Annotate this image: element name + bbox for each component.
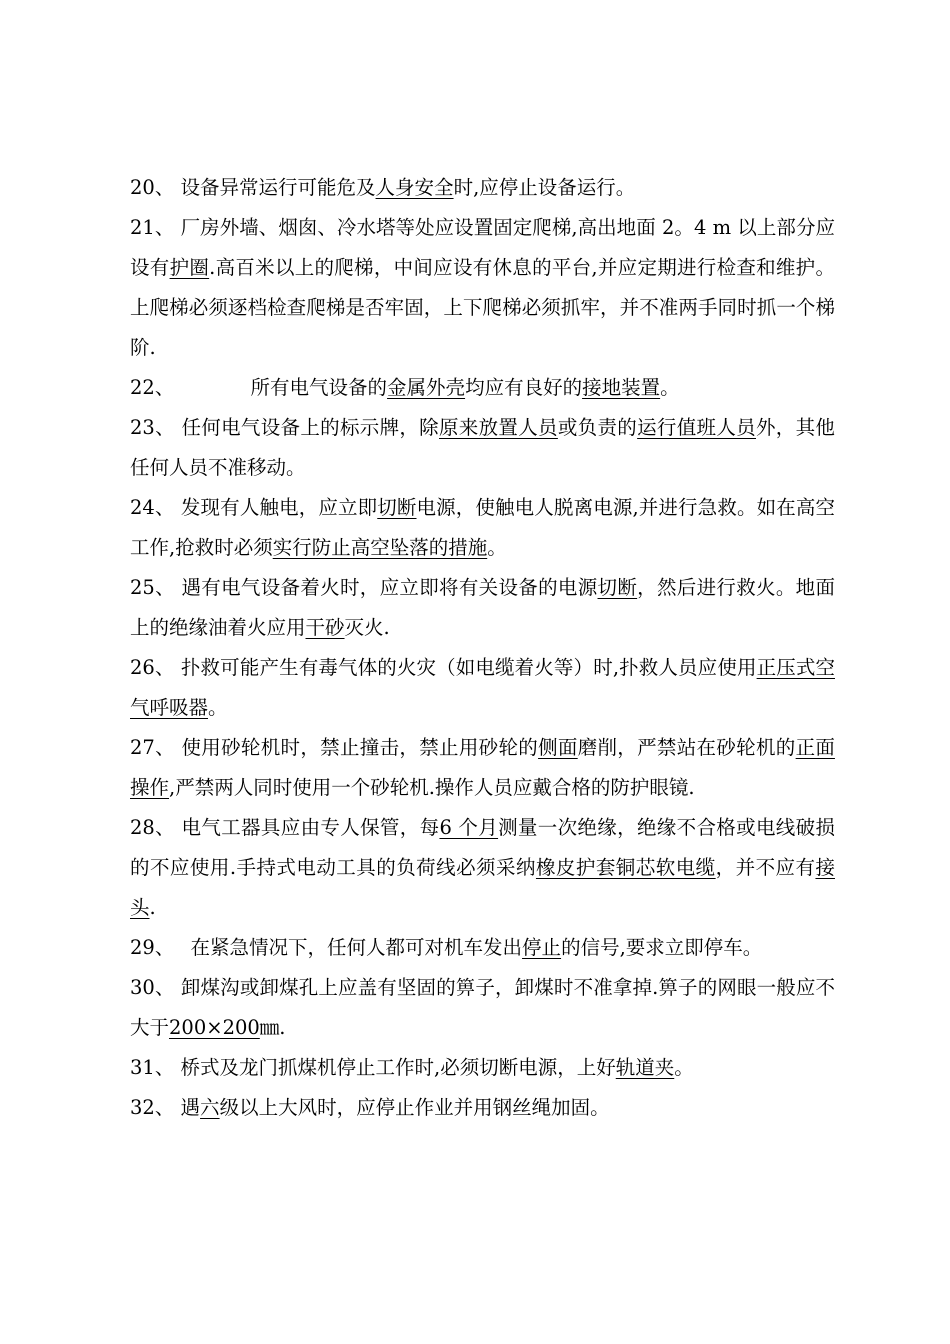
item-number: 27、 xyxy=(130,736,175,759)
underlined-answer: 正面操作 xyxy=(130,736,835,799)
body-text: ㎜. xyxy=(259,1016,286,1039)
body-text: 桥式及龙门抓煤机停止工作时,必须切断电源，上好 xyxy=(180,1056,616,1079)
underlined-answer: 200×200 xyxy=(169,1016,260,1039)
item-number: 23、 xyxy=(130,416,175,439)
body-text: .高百米以上的爬梯，中间应设有休息的平台,并应定期进行检查和维护。上爬梯必须逐档检查爬梯是否牢固，上下爬梯必须抓牢，并不准两手同时抓一个梯阶. xyxy=(130,256,835,359)
item-number: 21、 xyxy=(130,216,175,239)
body-text: ，然后进行救火。地面上的绝缘油着火应用 xyxy=(130,576,835,639)
body-text: 厂房外墙、烟囱、冷水塔等处应设置固定爬梯,高出地面 2。4 m 以上部分应设有 xyxy=(130,216,835,279)
body-text: 遇 xyxy=(180,1096,201,1119)
list-item xyxy=(130,408,835,488)
underlined-answer: 原来放置人员 xyxy=(439,416,558,439)
item-number: 22、 xyxy=(130,376,175,399)
list-item xyxy=(130,168,835,208)
underlined-answer: 接地装置 xyxy=(582,376,661,399)
body-text: . xyxy=(149,896,156,919)
item-number: 26、 xyxy=(130,656,175,679)
body-text: 电气工器具应由专人保管，每 xyxy=(181,816,440,839)
body-text: 。 xyxy=(208,696,228,719)
body-text: 级以上大风时，应停止作业并用钢丝绳加固。 xyxy=(219,1096,610,1119)
body-text: 发现有人触电，应立即 xyxy=(180,496,378,519)
body-text: 在紧急情况下，任何人都可对机车发出 xyxy=(190,936,523,959)
body-text: 。 xyxy=(487,536,507,559)
underlined-answer: 切断 xyxy=(597,576,638,599)
body-text: 设备异常运行可能危及 xyxy=(180,176,376,199)
body-text: ，并不应有 xyxy=(715,856,816,879)
item-number: 28、 xyxy=(130,816,175,839)
list-item xyxy=(130,728,835,808)
body-text: 电源，使触电人脱离电源,并进行急救。如在高空工作,抢救时必须 xyxy=(130,496,835,559)
document-page xyxy=(130,168,835,1128)
underlined-answer: 运行值班人员 xyxy=(637,416,756,439)
underlined-answer: 正压式空气呼吸器 xyxy=(130,656,835,719)
body-text: ,严禁两人同时使用一个砂轮机.操作人员应戴合格的防护眼镜. xyxy=(169,776,695,799)
body-text: 测量一次绝缘，绝缘不合格或电线破损的不应使用.手持式电动工具的负荷线必须采纳 xyxy=(130,816,835,879)
item-number: 32、 xyxy=(130,1096,175,1119)
underlined-answer: 橡皮护套铜芯软电缆 xyxy=(535,856,716,879)
body-text: 遇有电气设备着火时，应立即将有关设备的电源 xyxy=(181,576,598,599)
item-number: 30、 xyxy=(130,976,175,999)
list-item xyxy=(130,968,835,1048)
body-text: 扑救可能产生有毒气体的火灾（如电缆着火等）时,扑救人员应使用 xyxy=(180,656,757,679)
body-text: 均应有良好的 xyxy=(465,376,583,399)
body-text: 使用砂轮机时，禁止撞击，禁止用砂轮的 xyxy=(181,736,539,759)
body-text: 。 xyxy=(660,376,680,399)
item-number: 31、 xyxy=(130,1056,175,1079)
body-text: 外，其他任何人员不准移动。 xyxy=(130,416,835,479)
list-item xyxy=(130,488,835,568)
item-number: 25、 xyxy=(130,576,175,599)
body-text: 任何电气设备上的标示牌，除 xyxy=(181,416,439,439)
list-item xyxy=(130,1088,835,1128)
underlined-answer: 干砂 xyxy=(305,616,345,639)
body-text: 的信号,要求立即停车。 xyxy=(561,936,763,959)
underlined-answer: 停止 xyxy=(522,936,562,959)
underlined-answer: 人身安全 xyxy=(375,176,454,199)
list-item xyxy=(130,808,835,928)
underlined-answer: 轨道夹 xyxy=(615,1056,675,1079)
underlined-answer: 实行防止高空坠落的措施 xyxy=(272,536,488,559)
underlined-answer: 6 个月 xyxy=(439,816,499,839)
underlined-answer: 六 xyxy=(200,1096,220,1119)
list-item xyxy=(130,368,835,408)
body-text: 时,应停止设备运行。 xyxy=(453,176,636,199)
list-item xyxy=(130,648,835,728)
underlined-answer: 切断 xyxy=(377,496,417,519)
item-number: 29、 xyxy=(130,936,175,959)
body-text: 。 xyxy=(674,1056,694,1079)
body-text: 或负责的 xyxy=(557,416,638,439)
body-text: 灭火. xyxy=(344,616,390,639)
body-text: 磨削，严禁站在砂轮机的 xyxy=(577,736,796,759)
underlined-answer: 金属外壳 xyxy=(387,376,466,399)
list-item xyxy=(130,208,835,368)
item-number: 20、 xyxy=(130,176,175,199)
item-number: 24、 xyxy=(130,496,175,519)
list-item xyxy=(130,928,835,968)
list-item xyxy=(130,568,835,648)
underlined-answer: 护圈 xyxy=(169,256,210,279)
underlined-answer: 侧面 xyxy=(538,736,578,759)
body-text: 所有电气设备的 xyxy=(250,376,388,399)
list-item xyxy=(130,1048,835,1088)
underlined-answer: 接头 xyxy=(130,856,835,919)
body-text: 卸煤沟或卸煤孔上应盖有坚固的箅子，卸煤时不准拿掉.箅子的网眼一般应不大于 xyxy=(130,976,835,1039)
